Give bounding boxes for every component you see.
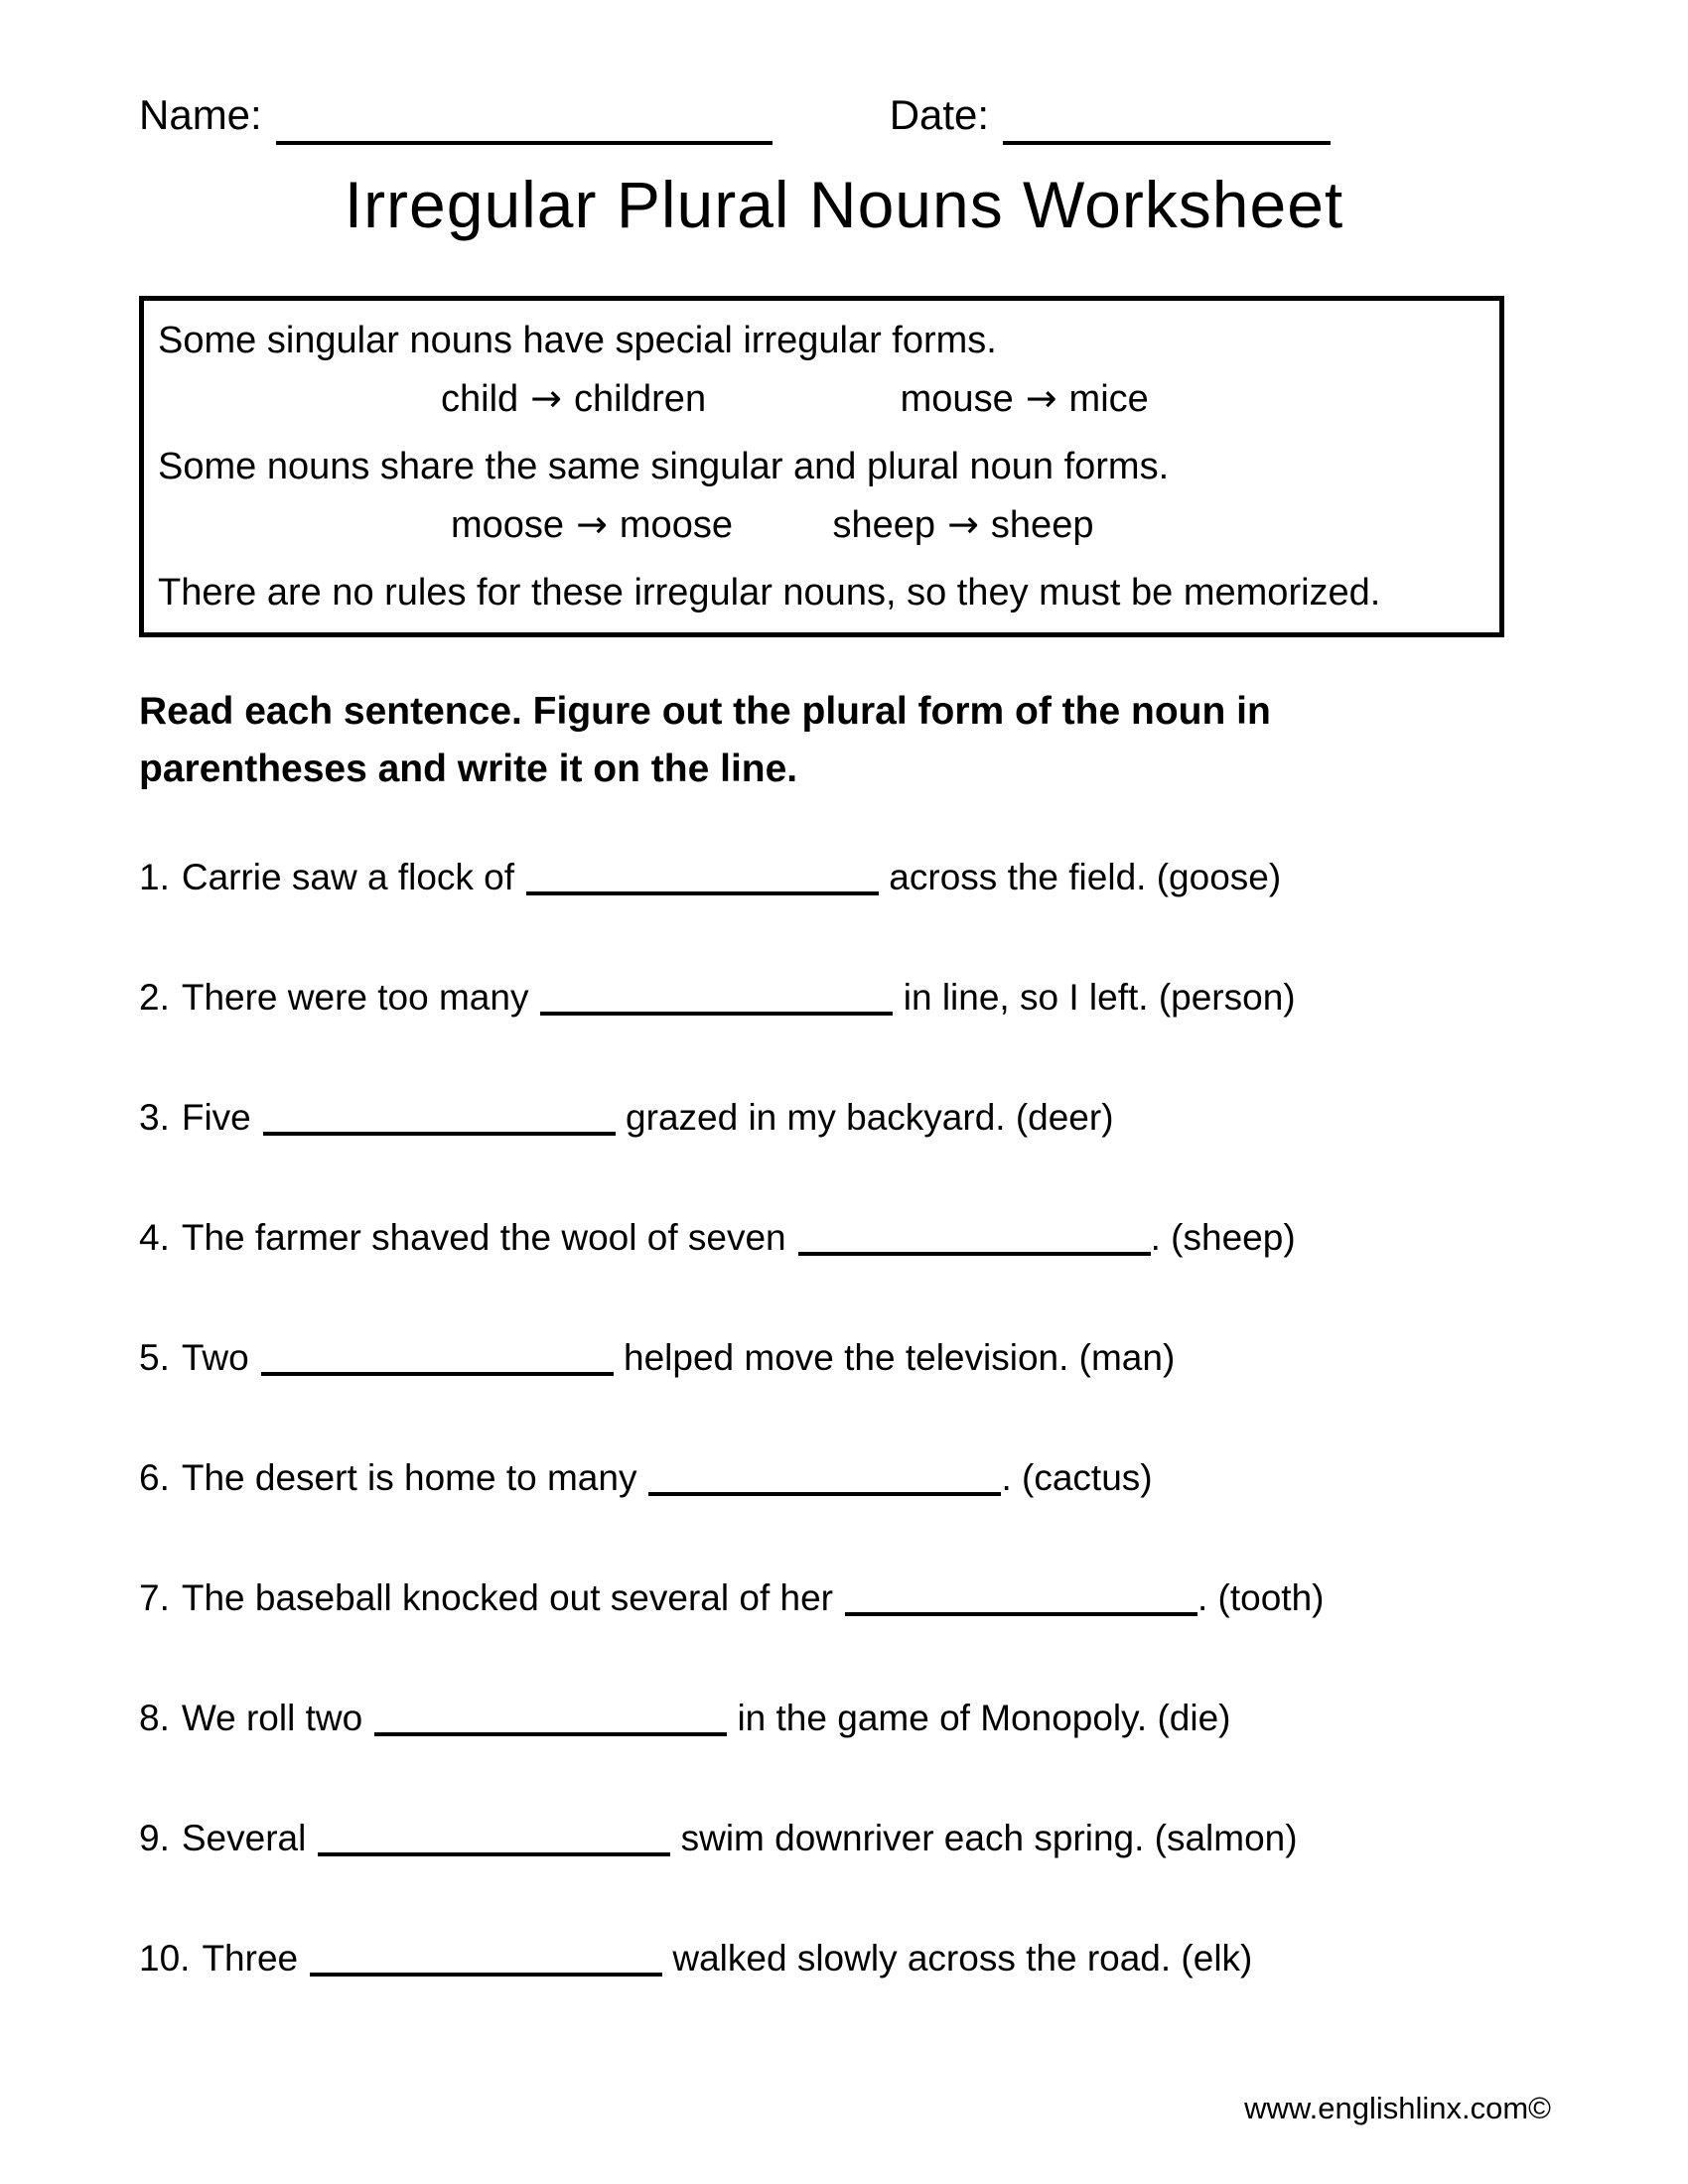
question-number: 3. [139, 1097, 170, 1138]
answer-blank [648, 1462, 1001, 1496]
question-row-8 [139, 1697, 1628, 1817]
question-number: 5. [139, 1337, 170, 1378]
example-singular: sheep [832, 504, 936, 546]
rule-2-examples [158, 500, 1485, 549]
answer-blank [263, 1102, 616, 1136]
question-number: 1. [139, 857, 170, 897]
example-plural: sheep [990, 504, 1094, 546]
question-text-after: across the field. (goose) [879, 857, 1282, 897]
example-singular: moose [451, 504, 565, 546]
instructions-text: Read each sentence. Figure out the plural form of the noun in parentheses and write it on the line. [139, 690, 1271, 790]
question-text-after: helped move the television. (man) [613, 1337, 1176, 1378]
answer-blank [526, 862, 879, 895]
arrow-icon: → [947, 502, 979, 546]
rule-3-text: There are no rules for these irregular nouns, so they must be memorized. [158, 572, 1381, 614]
arrow-icon: → [1025, 376, 1057, 420]
question-number: 4. [139, 1217, 170, 1258]
rule-2-text: Some nouns share the same singular and plural noun forms. [158, 446, 1170, 487]
example-pair [901, 374, 1149, 423]
question-text-before: The farmer shaved the wool of seven [181, 1217, 786, 1258]
question-row-1 [139, 856, 1628, 976]
arrow-icon: → [576, 502, 608, 546]
question-number: 2. [139, 977, 170, 1018]
answer-blank [261, 1342, 614, 1376]
example-plural: children [574, 378, 707, 420]
question-row-6 [139, 1456, 1628, 1576]
question-text-after: walked slowly across the road. (elk) [662, 1938, 1253, 1979]
rule-1-text: Some singular nouns have special irregular forms. [158, 320, 997, 361]
header [139, 91, 1549, 139]
question-list [139, 856, 1628, 2057]
question-text-after: swim downriver each spring. (salmon) [670, 1818, 1298, 1858]
rule-1-examples [158, 374, 1485, 423]
question-number: 6. [139, 1457, 170, 1498]
answer-blank [540, 982, 893, 1016]
answer-blank [845, 1582, 1197, 1616]
question-text-after: . (sheep) [1150, 1217, 1296, 1258]
question-text-before: Carrie saw a flock of [181, 857, 515, 897]
example-plural: mice [1068, 378, 1149, 420]
question-number: 8. [139, 1698, 170, 1738]
footer-website: www.englishlinx.com© [1244, 2091, 1551, 2125]
question-text-before: There were too many [181, 977, 529, 1018]
example-pair [451, 500, 733, 549]
question-text-before: Three [202, 1938, 299, 1979]
question-number: 10. [139, 1938, 191, 1979]
name-label: Name: [139, 91, 262, 138]
name-blank-line [276, 101, 773, 145]
date-label: Date: [889, 91, 990, 138]
question-row-9 [139, 1817, 1628, 1937]
page-title: Irregular Plural Nouns Worksheet [344, 168, 1344, 241]
example-plural: moose [619, 504, 733, 546]
date-blank-line [1003, 101, 1331, 145]
question-text-before: Five [181, 1097, 251, 1138]
question-text-after: in line, so I left. (person) [893, 977, 1296, 1018]
answer-blank [310, 1943, 662, 1977]
example-pair [441, 374, 706, 423]
example-singular: mouse [900, 378, 1014, 420]
rules-box [139, 296, 1504, 637]
question-text-after: in the game of Monopoly. (die) [727, 1698, 1231, 1738]
question-text-before: The baseball knocked out several of her [181, 1577, 833, 1618]
question-text-after: grazed in my backyard. (deer) [615, 1097, 1114, 1138]
answer-blank [798, 1222, 1151, 1256]
question-number: 9. [139, 1818, 170, 1858]
question-row-4 [139, 1216, 1628, 1336]
example-pair [833, 500, 1094, 549]
question-row-7 [139, 1576, 1628, 1697]
question-text-after: . (cactus) [1001, 1457, 1153, 1498]
example-singular: child [441, 378, 519, 420]
question-number: 7. [139, 1577, 170, 1618]
answer-blank [374, 1703, 727, 1736]
question-text-before: The desert is home to many [181, 1457, 637, 1498]
question-text-after: . (tooth) [1196, 1577, 1325, 1618]
question-text-before: Two [181, 1337, 249, 1378]
question-row-2 [139, 976, 1628, 1096]
answer-blank [318, 1823, 670, 1856]
question-text-before: We roll two [181, 1698, 363, 1738]
question-row-3 [139, 1096, 1628, 1216]
question-row-10 [139, 1937, 1628, 2057]
question-text-before: Several [181, 1818, 307, 1858]
arrow-icon: → [530, 376, 562, 420]
question-row-5 [139, 1336, 1628, 1456]
